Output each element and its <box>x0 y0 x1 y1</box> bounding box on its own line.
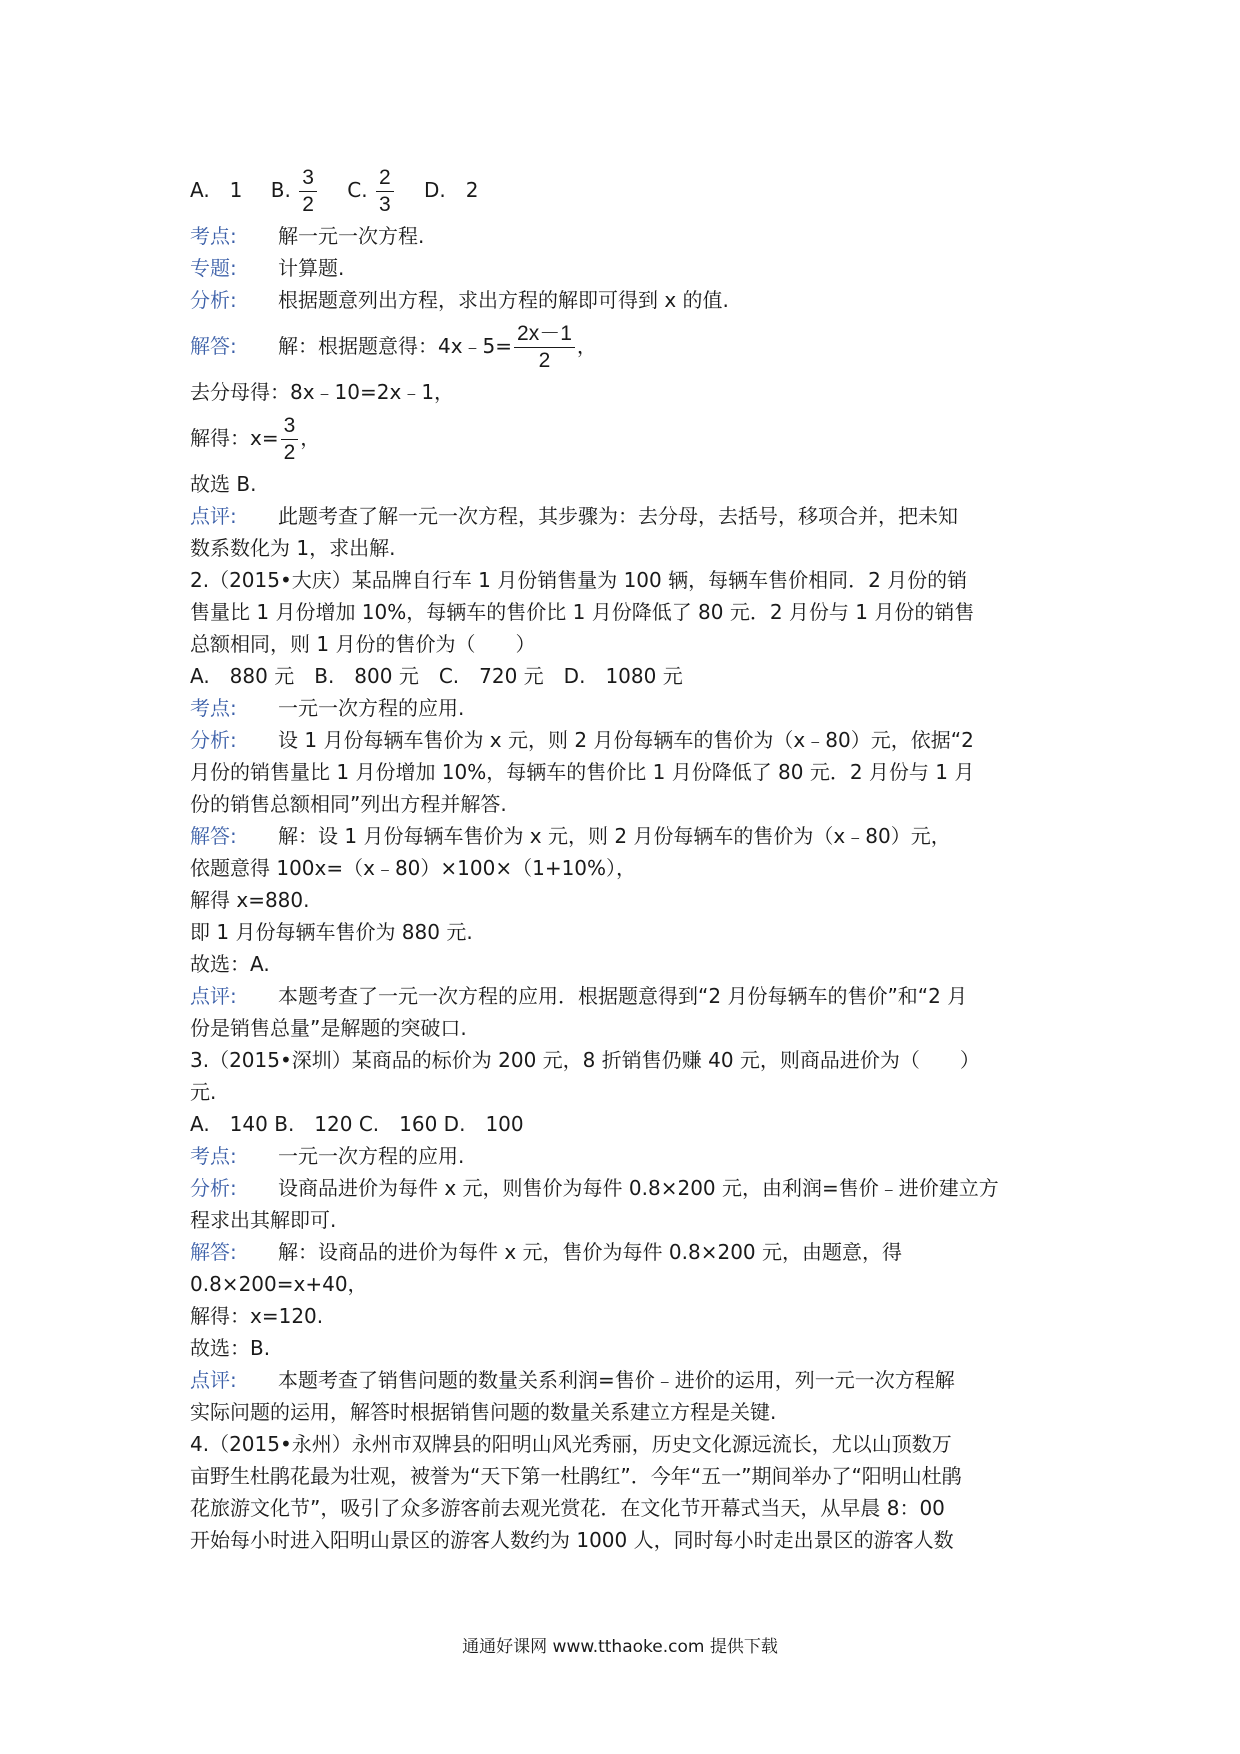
section-text: 解：设 1 月份每辆车售价为 x 元，则 2 月份每辆车的售价为（x﹣80）元， <box>278 824 951 848</box>
q2-stem: 售量比 1 月份增加 10%，每辆车的售价比 1 月份降低了 80 元．2 月份与 1 月份的销售 <box>190 600 975 624</box>
q3-dianping <box>190 1364 1060 1396</box>
section-text-cont: 实际问题的运用，解答时根据销售问题的数量关系建立方程是关键. <box>190 1400 777 1424</box>
section-label: 点评: <box>190 504 237 528</box>
section-text-cont: 份是销售总量”是解题的突破口. <box>190 1016 467 1040</box>
q3-kaodian <box>190 1140 1060 1172</box>
q4-stem: 开始每小时进入阳明山景区的游客人数约为 1000 人，同时每小时走出景区的游客人数 <box>190 1528 954 1552</box>
section-label: 考点: <box>190 1144 237 1168</box>
section-text-cont: 月份的销售量比 1 月份增加 10%，每辆车的售价比 1 月份降低了 80 元．2 月份与 1 月 <box>190 760 975 784</box>
numerator: 2 <box>376 165 394 192</box>
section-label: 考点: <box>190 696 237 720</box>
option-a: A. 1 <box>190 178 243 202</box>
section-label: 分析: <box>190 728 237 752</box>
solution-step: 依题意得 100x=（x﹣80）×100×（1+10%）， <box>190 856 637 880</box>
document-body <box>190 160 1060 1556</box>
solution-step: 解得：x=120. <box>190 1304 324 1328</box>
q3-stem: 元. <box>190 1080 217 1104</box>
section-label: 点评: <box>190 984 237 1008</box>
section-text-cont: 程求出其解即可. <box>190 1208 337 1232</box>
q2-fenxi <box>190 724 1060 756</box>
solution-step: 即 1 月份每辆车售价为 880 元. <box>190 920 473 944</box>
section-text: 设 1 月份每辆车售价为 x 元，则 2 月份每辆车的售价为（x﹣80）元，依据“2 <box>278 728 974 752</box>
q3-jieda <box>190 1236 1060 1268</box>
q1-fenxi <box>190 284 1060 316</box>
option-d: D. 2 <box>424 178 479 202</box>
section-label: 分析: <box>190 288 237 312</box>
section-text: 此题考查了解一元一次方程，其步骤为：去分母，去括号，移项合并，把未知 <box>278 504 958 528</box>
fraction <box>281 413 299 466</box>
numerator: 2x－1 <box>514 321 575 348</box>
section-text: 本题考查了一元一次方程的应用．根据题意得到“2 月份每辆车的售价”和“2 月 <box>278 984 968 1008</box>
section-text-cont: 数系数化为 1，求出解. <box>190 536 396 560</box>
solution-step: 解得 x=880. <box>190 888 310 912</box>
q2-kaodian <box>190 692 1060 724</box>
section-label: 考点: <box>190 224 237 248</box>
numerator: 3 <box>299 165 317 192</box>
section-text: 本题考查了销售问题的数量关系利润=售价﹣进价的运用，列一元一次方程解 <box>278 1368 955 1392</box>
section-text: 解：设商品的进价为每件 x 元，售价为每件 0.8×200 元，由题意，得 <box>278 1240 903 1264</box>
fraction <box>514 321 575 374</box>
q1-dianping <box>190 500 1060 532</box>
solution-step: 故选 B. <box>190 472 257 496</box>
q2-dianping <box>190 980 1060 1012</box>
denominator: 3 <box>378 193 391 216</box>
page-footer: 通通好课网 www.tthaoke.com 提供下载 <box>462 1637 778 1657</box>
q4-stem: 花旅游文化节”，吸引了众多游客前去观光赏花．在文化节开幕式当天，从早晨 8：00 <box>190 1496 945 1520</box>
section-text: 解一元一次方程. <box>278 224 425 248</box>
q4-stem: 亩野生杜鹃花最为壮观，被誉为“天下第一杜鹃红”．今年“五一”期间举办了“阳明山杜鹃 <box>190 1464 962 1488</box>
section-text-cont: 份的销售总额相同”列出方程并解答. <box>190 792 507 816</box>
q4-stem: 4.（2015•永州）永州市双牌县的阳明山风光秀丽，历史文化源远流长，尤以山顶数万 <box>190 1432 952 1456</box>
numerator: 3 <box>281 413 299 440</box>
solution-step: 去分母得：8x﹣10=2x﹣1， <box>190 380 455 404</box>
fraction <box>376 165 394 218</box>
section-text: 设商品进价为每件 x 元，则售价为每件 0.8×200 元，由利润=售价﹣进价建立方 <box>278 1176 999 1200</box>
option-b <box>271 160 319 220</box>
q2-jieda <box>190 820 1060 852</box>
q3-options: A. 140 B. 120 C. 160 D. 100 <box>190 1112 524 1136</box>
option-b-label: B. <box>270 178 291 202</box>
option-c-label: C. <box>347 178 368 202</box>
q2-stem: 总额相同，则 1 月份的售价为（ ） <box>190 632 536 656</box>
step-text: ， <box>300 426 321 450</box>
q1-options <box>190 160 1060 220</box>
solution-step: 0.8×200=x+40， <box>190 1272 368 1296</box>
solution-step: 故选：B. <box>190 1336 271 1360</box>
q2-options: A. 880 元 B. 800 元 C. 720 元 D. 1080 元 <box>190 664 683 688</box>
section-label: 专题: <box>190 256 237 280</box>
section-text: ， <box>576 334 597 358</box>
section-label: 解答: <box>190 334 237 358</box>
denominator: 2 <box>538 349 551 372</box>
section-label: 解答: <box>190 824 237 848</box>
q1-zhuanti <box>190 252 1060 284</box>
q1-jieda <box>190 316 1060 376</box>
q1-kaodian <box>190 220 1060 252</box>
step-text: 解得：x= <box>190 426 279 450</box>
section-text: 一元一次方程的应用. <box>278 696 465 720</box>
solution-step: 故选：A. <box>190 952 270 976</box>
option-c <box>347 160 395 220</box>
section-label: 分析: <box>190 1176 237 1200</box>
section-label: 点评: <box>190 1368 237 1392</box>
section-label: 解答: <box>190 1240 237 1264</box>
solution-step <box>190 408 1060 468</box>
denominator: 2 <box>283 441 296 464</box>
q2-stem: 2.（2015•大庆）某品牌自行车 1 月份销售量为 100 辆，每辆车售价相同．2 月份的销 <box>190 568 968 592</box>
fraction <box>299 165 317 218</box>
section-text: 计算题. <box>278 256 345 280</box>
denominator: 2 <box>302 193 314 216</box>
q3-stem: 3.（2015•深圳）某商品的标价为 200 元，8 折销售仍赚 40 元，则商品进价为（ ） <box>190 1048 980 1072</box>
section-text: 根据题意列出方程，求出方程的解即可得到 x 的值. <box>278 288 729 312</box>
section-text: 解：根据题意得：4x﹣5= <box>278 334 513 358</box>
q3-fenxi <box>190 1172 1060 1204</box>
section-text: 一元一次方程的应用. <box>278 1144 465 1168</box>
